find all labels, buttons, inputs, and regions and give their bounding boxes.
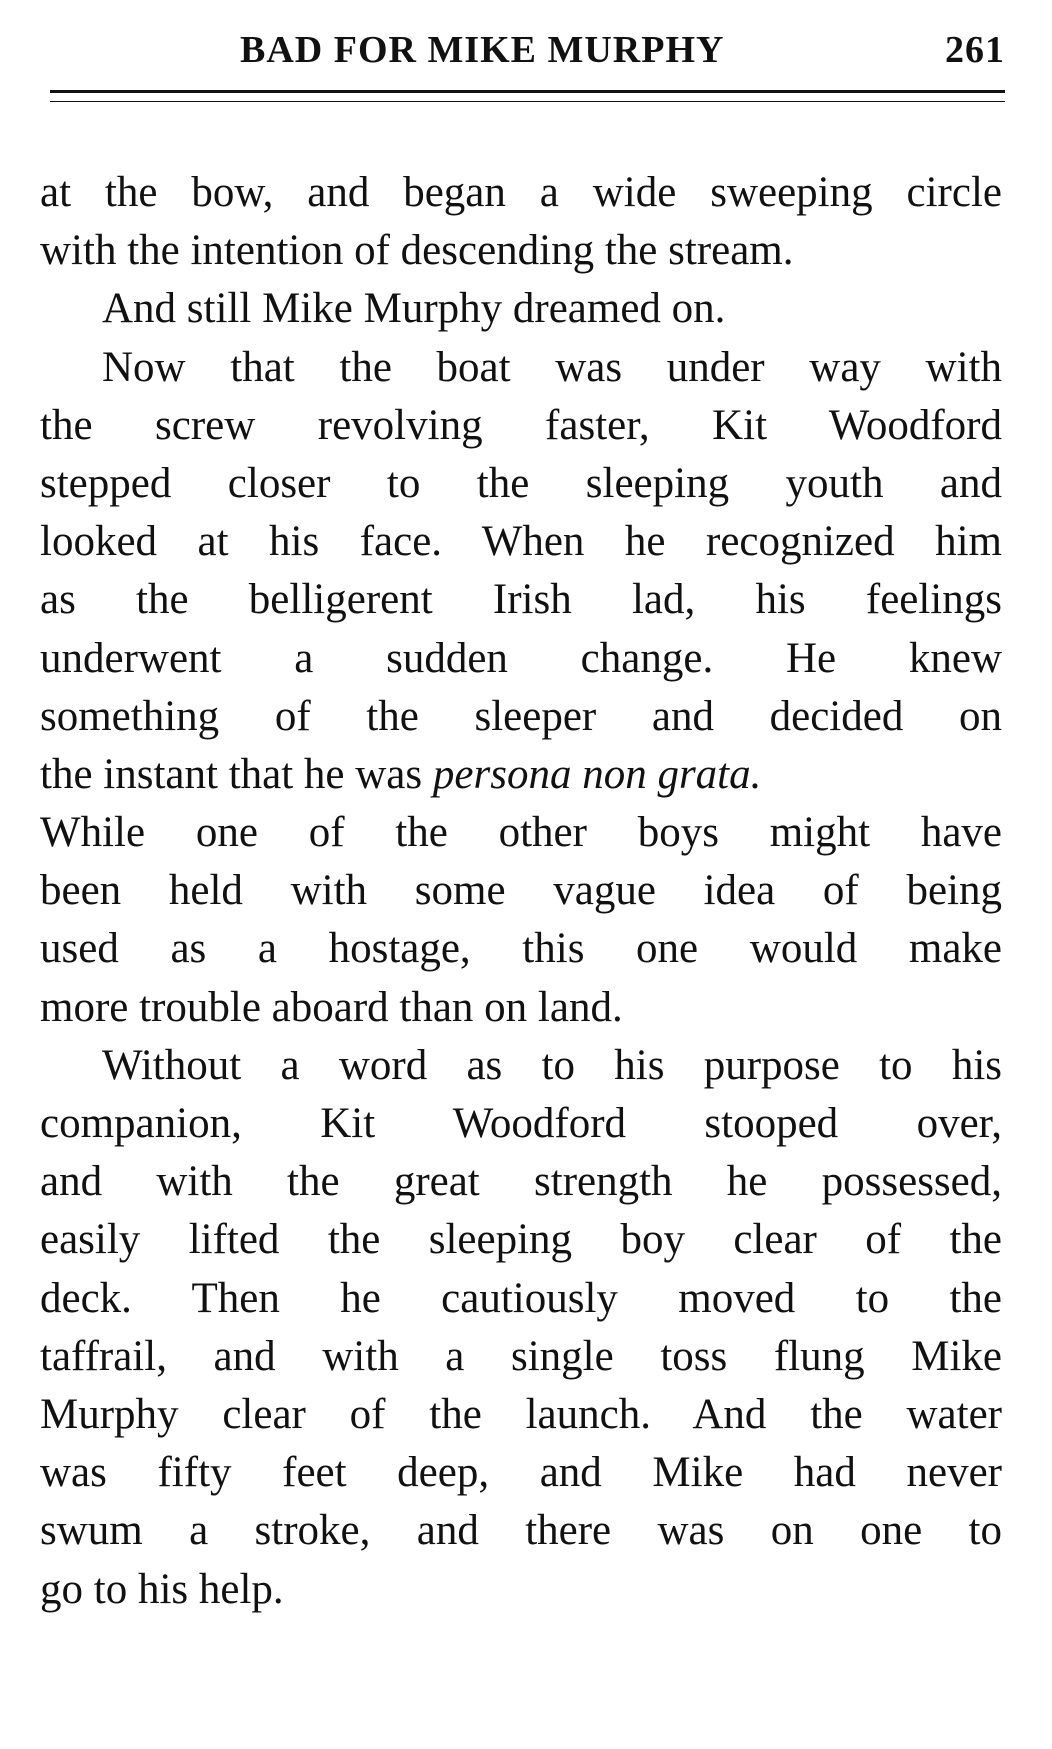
text-line: go to his help.: [40, 1565, 284, 1613]
text-line-with-italic: [40, 746, 1002, 804]
text-line: And still Mike Murphy dreamed on.: [102, 285, 726, 333]
text-line: something of the sleeper and decided on: [40, 692, 1002, 740]
text-line: easily lifted the sleeping boy clear of the: [40, 1216, 1002, 1264]
text-line: been held with some vague idea of being: [40, 867, 1002, 915]
running-head: [240, 28, 1005, 78]
page-number: 261: [945, 29, 1005, 71]
text-line: stepped closer to the sleeping youth and: [40, 459, 1002, 507]
text-line: Without a word as to his purpose to his: [102, 1041, 1002, 1089]
text-line: looked at his face. When he recognized him: [40, 518, 1002, 566]
text-line: Murphy clear of the launch. And the water: [40, 1390, 1002, 1438]
body-text: [40, 164, 1002, 1619]
text-line: swum a stroke, and there was on one to: [40, 1507, 1002, 1555]
text-line: was fifty feet deep, and Mike had never: [40, 1449, 1002, 1497]
text-segment: the instant that he was: [40, 750, 433, 798]
text-line: more trouble aboard than on land.: [40, 983, 623, 1031]
text-line: deck. Then he cautiously moved to the: [40, 1274, 1002, 1322]
text-line: as the belligerent Irish lad, his feelings: [40, 576, 1002, 624]
running-title: BAD FOR MIKE MURPHY: [240, 29, 725, 71]
text-line: used as a hostage, this one would make: [40, 925, 1002, 973]
header-rule-thick: [50, 90, 1005, 93]
text-line: Now that the boat was under way with: [102, 343, 1002, 391]
text-line: with the intention of descending the stream.: [40, 227, 794, 275]
text-line: companion, Kit Woodford stooped over,: [40, 1100, 1002, 1147]
text-line: the screw revolving faster, Kit Woodford: [40, 401, 1002, 449]
text-line: at the bow, and began a wide sweeping circle: [40, 169, 1002, 216]
italic-phrase: persona non grata.: [432, 750, 762, 798]
text-line: taffrail, and with a single toss flung Mike: [40, 1332, 1002, 1380]
text-line: While one of the other boys might have: [40, 809, 1002, 857]
header-rule-thin: [50, 101, 1005, 102]
text-line: and with the great strength he possessed,: [40, 1158, 1002, 1206]
text-line: underwent a sudden change. He knew: [40, 634, 1002, 682]
